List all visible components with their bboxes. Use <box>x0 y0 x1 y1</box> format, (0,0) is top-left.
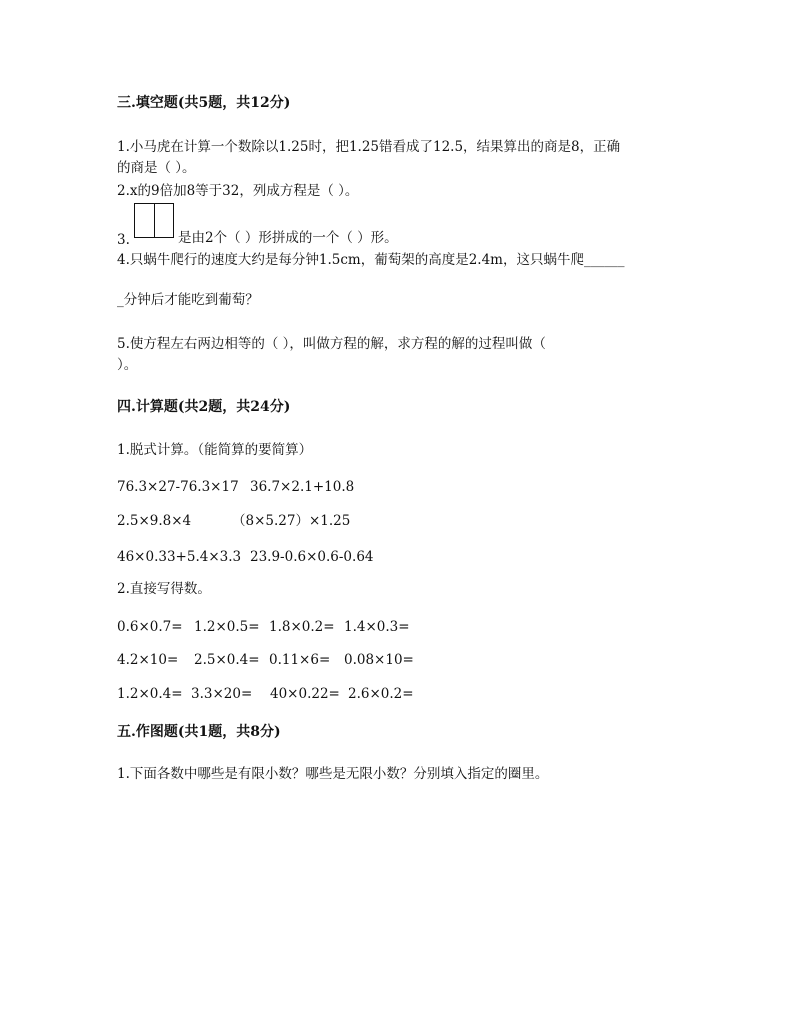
question-3-5-line1: 5.使方程左右两边相等的（ ），叫做方程的解，求方程的解的过程叫做（ <box>117 336 546 352</box>
question-3-4-line1: 4.只蜗牛爬行的速度大约是每分钟1.5cm，葡萄架的高度是2.4m，这只蜗牛爬______ <box>117 252 625 268</box>
mental-row-3-d: 2.6×0.2= <box>348 686 414 702</box>
question-3-5-line2: ）。 <box>117 357 138 373</box>
mental-row-3-c: 40×0.22= <box>270 686 340 702</box>
calc-row-1-b: 36.7×2.1+10.8 <box>250 479 355 495</box>
question-3-3-text: 是由2个（ ）形拼成的一个（ ）形。 <box>178 230 398 246</box>
figure-divider <box>154 204 155 237</box>
question-4-2: 2.直接写得数。 <box>117 581 211 597</box>
question-4-1: 1.脱式计算。（能简算的要简算） <box>117 442 313 458</box>
mental-row-1-a: 0.6×0.7= <box>117 619 183 635</box>
calc-row-2-b: （8×5.27）×1.25 <box>232 513 351 529</box>
mental-row-1-c: 1.8×0.2= <box>269 619 335 635</box>
mental-row-2-d: 0.08×10= <box>344 652 414 668</box>
calc-row-2-a: 2.5×9.8×4 <box>117 513 192 529</box>
mental-row-1-d: 1.4×0.3= <box>344 619 410 635</box>
calc-row-1-a: 76.3×27-76.3×17 <box>117 479 239 495</box>
section5-heading: 五.作图题(共1题，共8分) <box>117 724 281 740</box>
calc-row-3-a: 46×0.33+5.4×3.3 <box>117 549 242 565</box>
calc-row-3-b: 23.9-0.6×0.6-0.64 <box>250 549 374 565</box>
mental-row-3-b: 3.3×20= <box>191 686 253 702</box>
section3-heading: 三.填空题(共5题，共12分) <box>117 95 291 111</box>
question-3-1-line2: 的商是（ ）。 <box>117 160 196 176</box>
mental-row-1-b: 1.2×0.5= <box>194 619 260 635</box>
question-3-1-line1: 1.小马虎在计算一个数除以1.25时，把1.25错看成了12.5，结果算出的商是8，正确 <box>117 139 621 155</box>
question-3-4-line2: _分钟后才能吃到葡萄？ <box>117 292 259 308</box>
section4-heading: 四.计算题(共2题，共24分) <box>117 399 291 415</box>
mental-row-2-a: 4.2×10= <box>117 652 179 668</box>
mental-row-3-a: 1.2×0.4= <box>117 686 183 702</box>
question-3-2: 2.x的9倍加8等于32，列成方程是（ ）。 <box>117 183 359 199</box>
question-3-3-number: 3. <box>117 232 130 248</box>
two-squares-figure <box>134 203 174 238</box>
mental-row-2-b: 2.5×0.4= <box>194 652 260 668</box>
mental-row-2-c: 0.11×6= <box>269 652 331 668</box>
question-5-1: 1.下面各数中哪些是有限小数？哪些是无限小数？分别填入指定的圈里。 <box>117 766 549 782</box>
